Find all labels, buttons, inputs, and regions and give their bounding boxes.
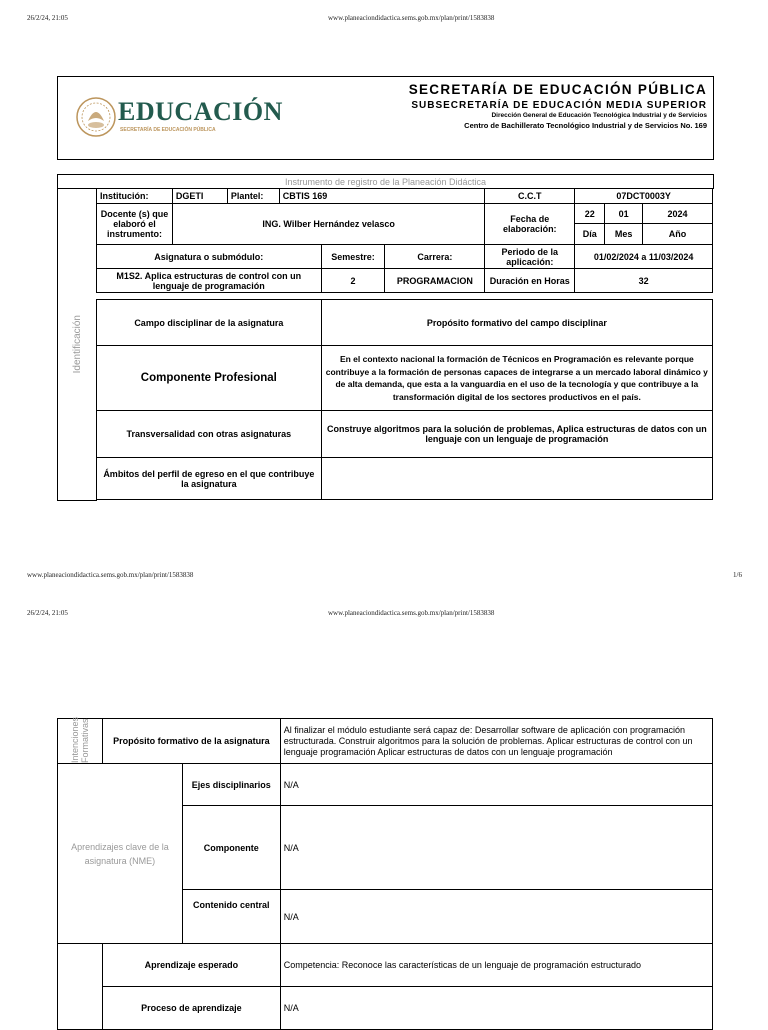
componente-label: Componente	[182, 806, 280, 890]
institucion-label: Institución:	[97, 189, 173, 204]
esperado-value: Competencia: Reconoce las características de un lenguaje de programación estructurado	[280, 944, 712, 987]
carrera-label: Carrera:	[385, 245, 485, 269]
semestre-value: 2	[321, 269, 385, 293]
ejes-label: Ejes disciplinarios	[182, 764, 280, 806]
aprendizajes-label: Aprendizajes clave de la asignatura (NME)	[58, 764, 183, 944]
print-url-2: www.planeaciondidactica.sems.gob.mx/plan/print/1583838	[328, 609, 495, 617]
duracion-label: Duración en Horas	[485, 269, 575, 293]
print-url: www.planeaciondidactica.sems.gob.mx/plan/print/1583838	[328, 14, 495, 22]
componente-value: Componente Profesional	[97, 346, 322, 411]
intenciones-label: Intenciones Formativas	[69, 716, 90, 763]
footer-page: 1/6	[733, 571, 742, 579]
asignatura-value: M1S2. Aplica estructuras de control con un lenguaje de programación	[97, 269, 322, 293]
semestre-label: Semestre:	[321, 245, 385, 269]
transversalidad-label: Transversalidad con otras asignaturas	[97, 411, 322, 458]
cct-value: 07DCT0003Y	[575, 189, 713, 204]
fecha-dia: 22	[575, 204, 605, 224]
esperado-label: Aprendizaje esperado	[102, 944, 280, 987]
periodo-label: Periodo de la aplicación:	[485, 245, 575, 269]
identificacion-label: Identificación	[72, 315, 83, 374]
proceso-label: Proceso de aprendizaje	[102, 987, 280, 1030]
cbtis-title: Centro de Bachillerato Tecnológico Industrial y de Servicios No. 169	[464, 121, 707, 130]
asignatura-label: Asignatura o submódulo:	[97, 245, 322, 269]
proceso-value: N/A	[280, 987, 712, 1030]
contenido-value: N/A	[280, 890, 712, 944]
print-datetime: 26/2/24, 21:05	[27, 14, 68, 22]
plantel-label: Plantel:	[227, 189, 279, 204]
eagle-seal-icon	[76, 95, 116, 139]
identificacion-column	[57, 188, 97, 501]
periodo-value: 01/02/2024 a 11/03/2024	[575, 245, 713, 269]
sems-title: SUBSECRETARÍA DE EDUCACIÓN MEDIA SUPERIOR	[411, 100, 707, 111]
docente-label: Docente (s) que elaboró el instrumento:	[97, 204, 173, 245]
proposito-campo-value: En el contexto nacional la formación de Técnicos en Programación es relevante porque contribuye a la formación de personas capaces de integrarse a un mercado laboral dinámico y de alta demanda, que esta a la vanguardia en el uso de la tecnología y que contribuye a la transformación digital de los sectores productivos en el país.	[321, 346, 712, 411]
identification-table	[96, 188, 713, 293]
mes-label: Mes	[605, 224, 643, 245]
dia-label: Día	[575, 224, 605, 245]
anio-label: Año	[643, 224, 713, 245]
footer-url: www.planeaciondidactica.sems.gob.mx/plan/print/1583838	[27, 571, 194, 579]
plantel-value: CBTIS 169	[279, 189, 485, 204]
docente-value: ING. Wilber Hernández velasco	[172, 204, 484, 245]
proposito-asignatura-value: Al finalizar el módulo estudiante será capaz de: Desarrollar software de aplicación con programación estructurada. Construir algoritmos para la solución de problemas. Aplicar estructuras de control con un lenguaje programación Aplicar estructuras de datos con un lenguaje programación	[280, 719, 712, 764]
transversalidad-value: Construye algoritmos para la solución de problemas, Aplica estructuras de datos con un lenguaje con un lenguaje de programación	[321, 411, 712, 458]
campo-label: Campo disciplinar de la asignatura	[97, 300, 322, 346]
intenciones-table	[57, 718, 713, 1030]
cct-label: C.C.T	[485, 189, 575, 204]
form-title: Instrumento de registro de la Planeación Didáctica	[57, 174, 714, 189]
ejes-value: N/A	[280, 764, 712, 806]
sep-title: SECRETARÍA DE EDUCACIÓN PÚBLICA	[408, 82, 707, 97]
carrera-value: PROGRAMACION	[385, 269, 485, 293]
institucion-value: DGETI	[172, 189, 227, 204]
dgeti-title: Dirección General de Educación Tecnológica Industrial y de Servicios	[491, 112, 707, 119]
componente-value-2: N/A	[280, 806, 712, 890]
fecha-mes: 01	[605, 204, 643, 224]
fecha-label: Fecha de elaboración:	[485, 204, 575, 245]
proposito-campo-label: Propósito formativo del campo disciplinar	[321, 300, 712, 346]
logo-subtitle: SECRETARÍA DE EDUCACIÓN PÚBLICA	[120, 127, 216, 133]
institution-header-box	[57, 76, 714, 160]
campo-table	[96, 299, 713, 500]
logo-wordmark: EDUCACIÓN	[118, 97, 283, 126]
duracion-value: 32	[575, 269, 713, 293]
proposito-asignatura-label: Propósito formativo de la asignatura	[102, 719, 280, 764]
fecha-anio: 2024	[643, 204, 713, 224]
contenido-label: Contenido central	[182, 890, 280, 944]
ambitos-value	[321, 458, 712, 500]
ambitos-label: Ámbitos del perfil de egreso en el que contribuye la asignatura	[97, 458, 322, 500]
print-datetime-2: 26/2/24, 21:05	[27, 609, 68, 617]
